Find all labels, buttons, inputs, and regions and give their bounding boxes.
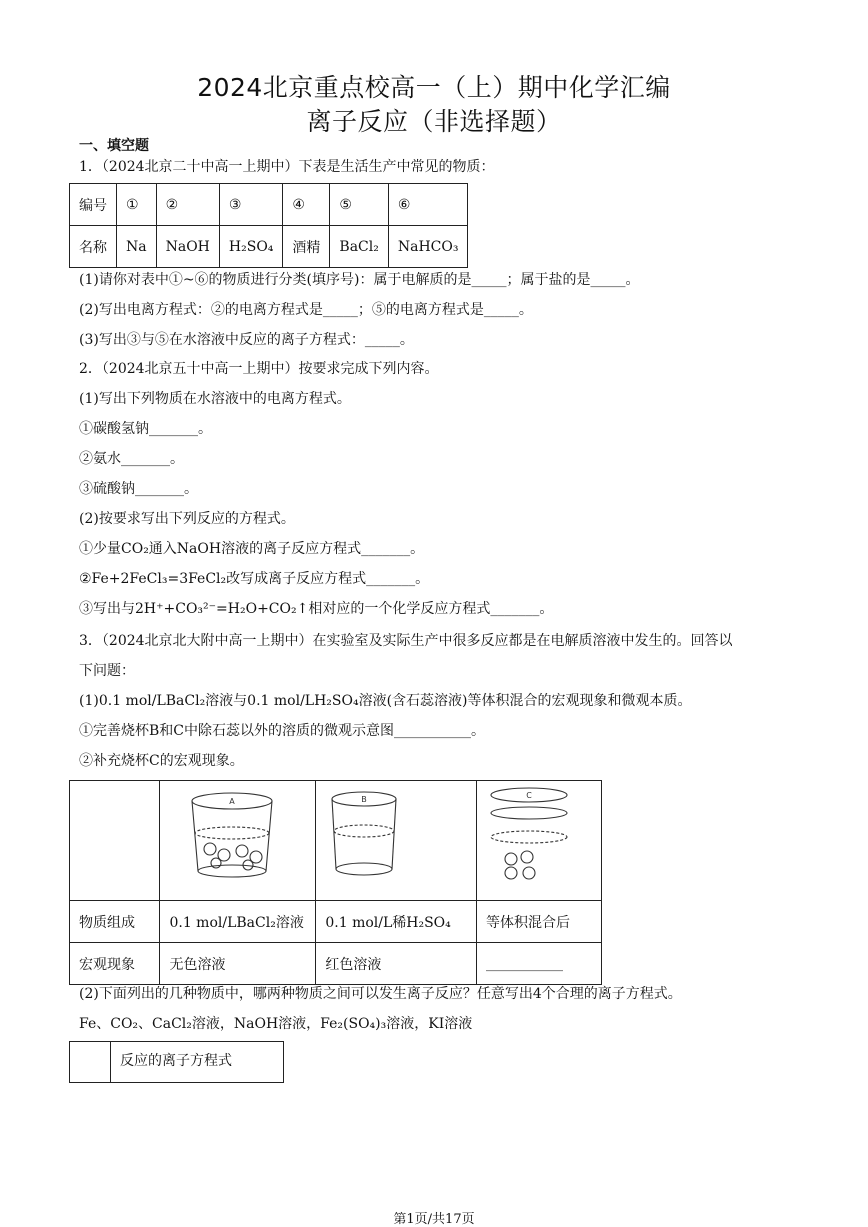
q1-part2: (2)写出电离方程式：②的电离方程式是_____；⑤的电离方程式是_____。 [79, 302, 533, 318]
q3-item: ②补充烧杯C的宏观现象。 [79, 753, 244, 769]
table-cell: NaHCO₃ [388, 226, 468, 268]
page-subtitle: 离子反应（非选择题） [306, 107, 562, 136]
beaker-c-label: C [526, 791, 532, 800]
beaker-cell [316, 781, 477, 901]
table-cell: BaCl₂ [330, 226, 388, 268]
beaker-cell [476, 781, 601, 901]
page-title: 2024北京重点校高一（上）期中化学汇编 [197, 73, 671, 102]
q2-item: ③写出与2H⁺+CO₃²⁻=H₂O+CO₂↑相对应的一个化学反应方程式_______。 [79, 601, 554, 617]
table-cell: ③ [219, 184, 283, 226]
table-cell: ⑥ [388, 184, 468, 226]
q2-part2: (2)按要求写出下列反应的方程式。 [79, 511, 295, 527]
table-cell: ___________ [476, 943, 601, 985]
beaker-b-label: B [361, 795, 368, 804]
q1-intro: 1．（2024北京二十中高一上期中）下表是生活生产中常见的物质： [79, 159, 495, 175]
page-footer: 第1页/共17页 [393, 1212, 475, 1227]
beaker-cell [160, 781, 316, 901]
table-cell: 宏观现象 [70, 943, 160, 985]
table-cell: 0.1 mol/L稀H₂SO₄ [316, 901, 477, 943]
beaker-a-diagram [160, 781, 307, 896]
table-cell: ④ [283, 184, 330, 226]
beaker-c-diagram [477, 781, 599, 896]
table-cell: 名称 [70, 226, 117, 268]
table-cell: 物质组成 [70, 901, 160, 943]
section-heading: 一、填空题 [79, 138, 149, 154]
table-cell: NaOH [156, 226, 219, 268]
q3-intro-cont: 下问题： [79, 663, 135, 679]
beaker-a-label: A [229, 797, 236, 806]
q3-answer-table [69, 1041, 284, 1083]
q3-part1: (1)0.1 mol/LBaCl₂溶液与0.1 mol/LH₂SO₄溶液(含石蕊溶液)等体积混合的宏观现象和微观本质。 [79, 693, 692, 709]
table-cell: H₂SO₄ [219, 226, 283, 268]
table-cell: Na [117, 226, 157, 268]
table-cell: 红色溶液 [316, 943, 477, 985]
beaker-b-diagram [316, 781, 473, 896]
q3-item: ①完善烧杯B和C中除石蕊以外的溶质的微观示意图___________。 [79, 723, 485, 739]
q3-intro: 3．（2024北京北大附中高一上期中）在实验室及实际生产中很多反应都是在电解质溶液中发生的。回答以 [79, 633, 733, 649]
q1-part1: (1)请你对表中①~⑥的物质进行分类(填序号)：属于电解质的是_____；属于盐的是_____。 [79, 272, 640, 288]
table-cell: 编号 [70, 184, 117, 226]
table-cell [70, 781, 160, 901]
table-cell [70, 1042, 111, 1083]
table-cell: 反应的离子方程式 [111, 1042, 284, 1083]
q2-item: ②Fe+2FeCl₃=3FeCl₂改写成离子反应方程式_______。 [79, 571, 430, 587]
q3-beaker-table [69, 780, 602, 985]
q2-part1: (1)写出下列物质在水溶液中的电离方程式。 [79, 391, 351, 407]
q1-part3: (3)写出③与⑤在水溶液中反应的离子方程式：_____。 [79, 332, 414, 348]
q2-item: ①碳酸氢钠_______。 [79, 421, 212, 437]
q2-item: ③硫酸钠_______。 [79, 481, 198, 497]
table-cell: ⑤ [330, 184, 388, 226]
table-cell: 0.1 mol/LBaCl₂溶液 [160, 901, 316, 943]
q2-intro: 2．（2024北京五十中高一上期中）按要求完成下列内容。 [79, 361, 439, 377]
table-cell: 等体积混合后 [476, 901, 601, 943]
table-cell: 酒精 [283, 226, 330, 268]
table-cell: ② [156, 184, 219, 226]
q3-substances: Fe、CO₂、CaCl₂溶液，NaOH溶液，Fe₂(SO₄)₃溶液，KI溶液 [79, 1016, 473, 1032]
q2-item: ①少量CO₂通入NaOH溶液的离子反应方程式_______。 [79, 541, 425, 557]
table-cell: ① [117, 184, 157, 226]
q3-part2: (2)下面列出的几种物质中，哪两种物质之间可以发生离子反应？任意写出4个合理的离子方程式。 [79, 986, 682, 1002]
q1-substance-table [69, 183, 468, 268]
table-cell: 无色溶液 [160, 943, 316, 985]
q2-item: ②氨水_______。 [79, 451, 184, 467]
